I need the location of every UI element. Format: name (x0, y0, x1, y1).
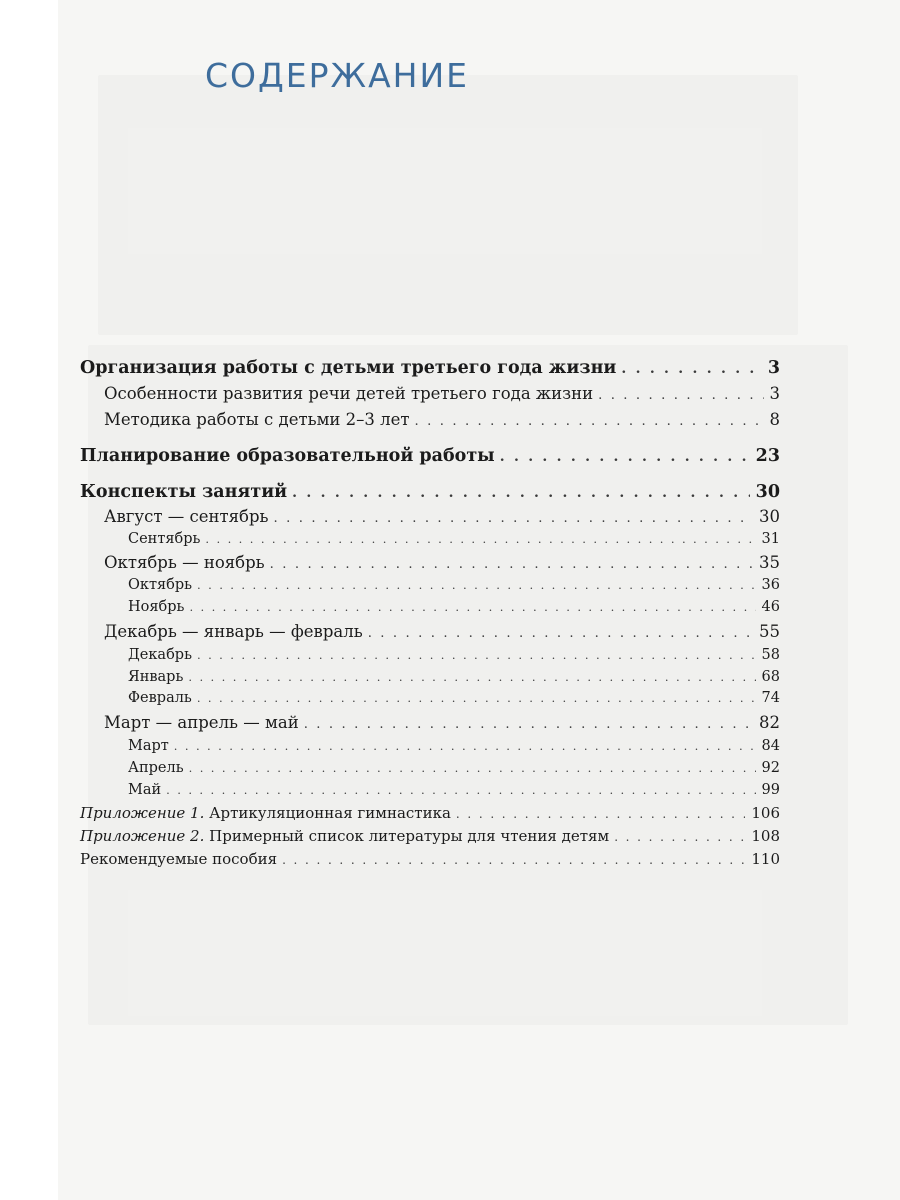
leader-dots (415, 414, 764, 429)
toc-entry[interactable] (80, 647, 780, 663)
toc-entry-page: 58 (761, 647, 780, 663)
leader-dots (500, 449, 750, 465)
leader-dots (189, 600, 755, 614)
toc-entry-page: 30 (759, 507, 780, 526)
toc-entry-label: Май (128, 782, 162, 798)
leader-dots (166, 783, 755, 797)
toc-entry-label: Конспекты занятий (80, 482, 288, 502)
toc-entry[interactable] (80, 599, 780, 615)
toc-entry[interactable] (80, 690, 780, 706)
toc-entry[interactable] (80, 507, 780, 526)
leader-dots (197, 691, 756, 705)
leader-dots (270, 557, 753, 572)
appendix-prefix: Приложение 1. (80, 804, 205, 822)
toc-entry-label: Февраль (128, 690, 192, 706)
toc-entry-label: Январь (128, 669, 184, 685)
leader-dots (292, 485, 749, 501)
toc-entry-page: 35 (759, 553, 780, 572)
leader-dots (205, 532, 755, 546)
toc-entry-label: Планирование образовательной работы (80, 446, 495, 466)
toc-entry[interactable] (80, 782, 780, 798)
toc-entry-label (80, 804, 451, 822)
toc-entry-page: 82 (759, 713, 780, 732)
toc-entry-label: Апрель (128, 760, 184, 776)
toc-entry-label: Организация работы с детьми третьего года жизни (80, 358, 617, 378)
toc-entry-label: Методика работы с детьми 2–3 лет (104, 410, 410, 429)
leader-dots (197, 578, 756, 592)
table-of-contents (80, 0, 780, 1200)
toc-entry[interactable] (80, 804, 780, 822)
toc-entry[interactable] (80, 577, 780, 593)
toc-entry-page: 84 (761, 738, 780, 754)
toc-entry-page: 3 (769, 384, 780, 403)
toc-entry-page: 23 (755, 446, 780, 466)
toc-entry-page: 92 (761, 760, 780, 776)
appendix-prefix: Приложение 2. (80, 827, 205, 845)
leader-dots (304, 717, 753, 732)
toc-entry[interactable] (80, 622, 780, 641)
toc-entry[interactable] (80, 531, 780, 547)
toc-entry-page: 3 (767, 358, 780, 378)
toc-entry-page: 68 (761, 669, 780, 685)
toc-entry-page: 110 (751, 850, 780, 868)
toc-entry-label: Август — сентябрь (104, 507, 269, 526)
toc-entry[interactable] (80, 358, 780, 378)
toc-entry[interactable] (80, 827, 780, 845)
toc-entry[interactable] (80, 713, 780, 732)
toc-entry-label: Март (128, 738, 169, 754)
leader-dots (174, 739, 756, 753)
leader-dots (456, 807, 745, 821)
toc-entry-page: 8 (769, 410, 780, 429)
leader-dots (282, 853, 745, 867)
leader-dots (598, 388, 763, 403)
toc-entry[interactable] (80, 410, 780, 429)
leader-dots (189, 761, 756, 775)
toc-entry-page: 108 (751, 827, 780, 845)
leader-dots (188, 670, 755, 684)
toc-entry-label: Октябрь (128, 577, 193, 593)
leader-dots (621, 361, 761, 377)
toc-entry[interactable] (80, 384, 780, 403)
toc-entry-page: 55 (759, 622, 780, 641)
toc-entry-label: Март — апрель — май (104, 713, 299, 732)
toc-entry-page: 46 (761, 599, 780, 615)
toc-entry[interactable] (80, 669, 780, 685)
toc-entry-label: Декабрь — январь — февраль (104, 622, 363, 641)
leader-dots (274, 511, 753, 526)
toc-entry-label: Сентябрь (128, 531, 201, 547)
leader-dots (368, 626, 753, 641)
appendix-title: Артикуляционная гимнастика (209, 804, 451, 822)
toc-entry[interactable] (80, 850, 780, 868)
toc-entry[interactable] (80, 446, 780, 466)
toc-entry-label (80, 827, 609, 845)
toc-entry[interactable] (80, 553, 780, 572)
toc-entry[interactable] (80, 760, 780, 776)
leader-dots (614, 830, 745, 844)
toc-entry-label: Октябрь — ноябрь (104, 553, 265, 572)
leader-dots (197, 648, 756, 662)
page-title: СОДЕРЖАНИЕ (205, 56, 470, 95)
toc-entry-page: 99 (761, 782, 780, 798)
toc-entry-page: 30 (755, 482, 780, 502)
toc-entry-page: 106 (751, 804, 780, 822)
toc-entry-page: 31 (761, 531, 780, 547)
toc-entry-label: Ноябрь (128, 599, 185, 615)
toc-entry[interactable] (80, 482, 780, 502)
toc-entry-label: Особенности развития речи детей третьего года жизни (104, 384, 594, 403)
appendix-title: Примерный список литературы для чтения детям (209, 827, 610, 845)
toc-entry-label: Рекомендуемые пособия (80, 850, 278, 868)
toc-entry-page: 74 (761, 690, 780, 706)
toc-entry-label: Декабрь (128, 647, 192, 663)
toc-entry-page: 36 (761, 577, 780, 593)
toc-entry[interactable] (80, 738, 780, 754)
